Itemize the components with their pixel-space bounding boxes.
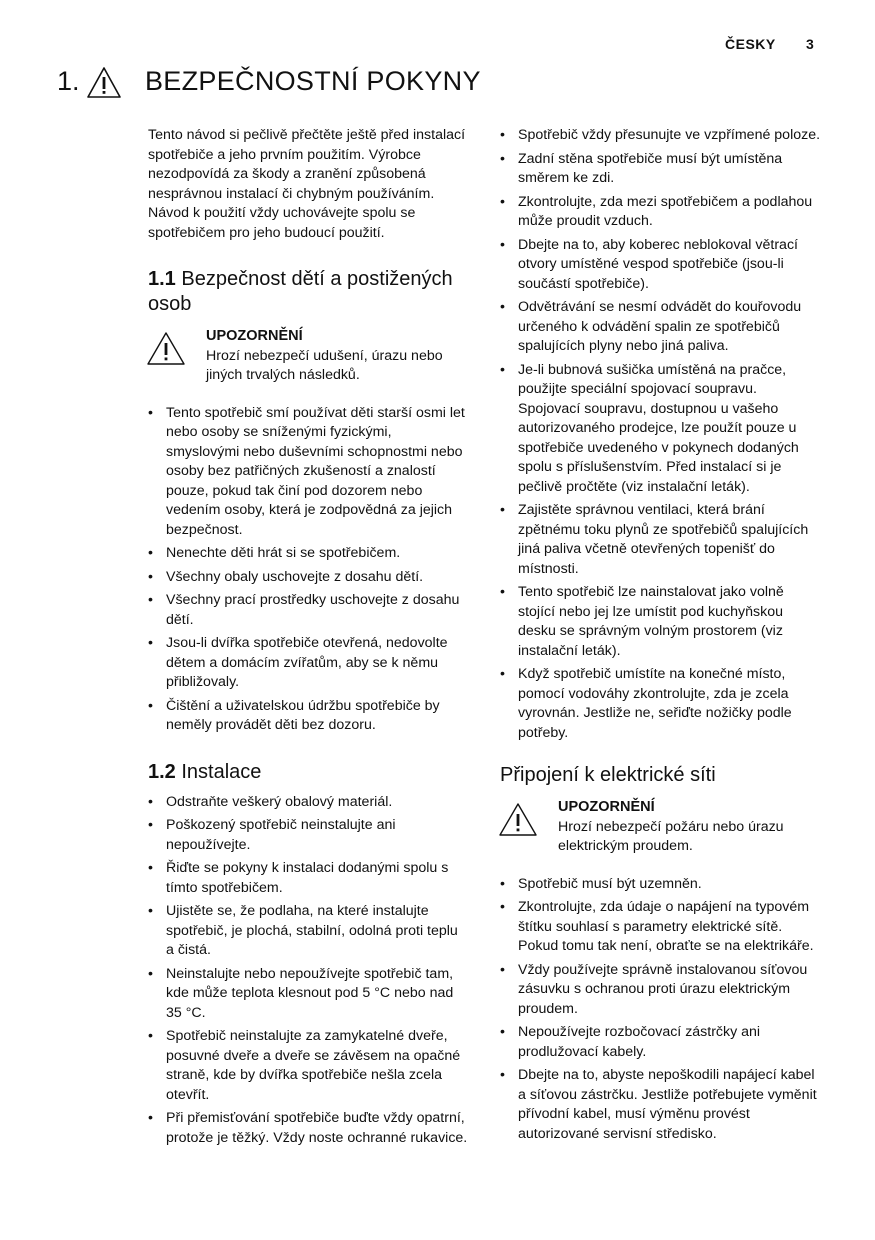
list-item: • Spotřebič vždy přesunujte ve vzpřímené poloze. — [500, 126, 822, 146]
list-item: • Všechny prací prostředky uschovejte z dosahu dětí. — [148, 591, 468, 630]
electrical-list — [500, 875, 822, 1145]
section-1-2-heading — [148, 760, 468, 785]
left-column — [148, 126, 468, 1152]
list-item: • Nenechte děti hrát si se spotřebičem. — [148, 544, 468, 564]
section-1-1-number: 1.1 — [148, 268, 176, 290]
list-item: • Dbejte na to, abyste nepoškodili napájecí kabel a síťovou zástrčku. Jestliže potřebujete vyměnit přívodní kabel, musí výměnu provést autorizované servisní středisko. — [500, 1066, 822, 1144]
installation-list — [148, 793, 468, 1149]
list-item: • Spotřebič musí být uzemněn. — [500, 875, 822, 895]
section-1-1-heading — [148, 267, 468, 317]
electrical-heading: Připojení k elektrické síti — [500, 764, 716, 786]
list-item: • Všechny obaly uschovejte z dosahu dětí. — [148, 568, 468, 588]
list-item: • Když spotřebič umístíte na konečné místo, pomocí vodováhy zkontrolujte, zda je zcela vyrovnán. Jestliže ne, seřiďte nožičky podle potřeby. — [500, 665, 822, 743]
list-item: • Odstraňte veškerý obalový materiál. — [148, 793, 468, 813]
list-item: • Vždy používejte správně instalovanou síťovou zásuvku s ochranou proti úrazu elektrickým proudem. — [500, 961, 822, 1020]
right-column — [500, 126, 822, 1148]
list-item: • Zkontrolujte, zda mezi spotřebičem a podlahou může proudit vzduch. — [500, 193, 822, 232]
list-item: • Zadní stěna spotřebiče musí být umístěna směrem ke zdi. — [500, 150, 822, 189]
warning-box-electrical — [500, 798, 822, 857]
warning-text: Hrozí nebezpečí udušení, úrazu nebo jiných trvalých následků. — [206, 347, 443, 383]
chapter-number: 1. — [57, 66, 80, 96]
warning-title: UPOZORNĚNÍ — [206, 328, 303, 344]
list-item: • Poškozený spotřebič neinstalujte ani nepoužívejte. — [148, 816, 468, 855]
page-number: 3 — [806, 36, 814, 52]
list-item: • Zkontrolujte, zda údaje o napájení na typovém štítku souhlasí s parametry elektrické sítě. Pokud tomu tak není, obraťte se na elektrikáře. — [500, 898, 822, 957]
list-item: • Tento spotřebič lze nainstalovat jako volně stojící nebo jej lze umístit pod kuchyňskou desku se správným volným prostorem (viz instalační leták). — [500, 583, 822, 661]
list-item: • Zajistěte správnou ventilaci, která brání zpětnému toku plynů ze spotřebičů spalujících jiná paliva včetně otevřených topenišť do místnosti. — [500, 501, 822, 579]
list-item: • Tento spotřebič smí používat děti starší osmi let nebo osoby se sníženými fyzickými, smyslovými nebo duševními schopnostmi nebo osoby bez patřičných zkušeností a znalostí pouze, pokud tak činí pod dozorem nebo vedením osoby, která je zodpovědná za jejich bezpečnost. — [148, 404, 468, 541]
list-item: • Řiďte se pokyny k instalaci dodanými spolu s tímto spotřebičem. — [148, 859, 468, 898]
list-item: • Odvětrávání se nesmí odvádět do kouřovodu určeného k odvádění spalin ze spotřebičů spalujících plyny nebo jiná paliva. — [500, 298, 822, 357]
warning-title: UPOZORNĚNÍ — [558, 799, 655, 815]
children-safety-list — [148, 404, 468, 736]
list-item: • Čištění a uživatelskou údržbu spotřebiče by neměly provádět děti bez dozoru. — [148, 697, 468, 736]
warning-text: Hrozí nebezpečí požáru nebo úrazu elektrickým proudem. — [558, 818, 784, 854]
warning-triangle-icon — [86, 66, 122, 100]
section-1-2-title: Instalace — [181, 760, 262, 783]
warning-triangle-icon — [498, 802, 538, 838]
list-item: • Při přemisťování spotřebiče buďte vždy opatrní, protože je těžký. Vždy noste ochranné rukavice. — [148, 1109, 468, 1148]
section-1-2-number: 1.2 — [148, 760, 176, 783]
installation-list-continued — [500, 126, 822, 743]
list-item: • Nepoužívejte rozbočovací zástrčky ani prodlužovací kabely. — [500, 1023, 822, 1062]
chapter-title: BEZPEČNOSTNÍ POKYNY — [145, 66, 481, 96]
intro-paragraph: Tento návod si pečlivě přečtěte ještě před instalací spotřebiče a jeho prvním použitím. Výrobce nezodpovídá za škody a zranění způsobená nesprávnou instalací či chybným používáním. Návod k použití vždy uchovávejte spolu se spotřebičem pro jeho budoucí použití. — [148, 127, 466, 241]
section-1-1-title: Bezpečnost dětí a postižených osob — [148, 268, 453, 315]
warning-box-children — [148, 327, 468, 386]
list-item: • Spotřebič neinstalujte za zamykatelné dveře, posuvné dveře a dveře se závěsem na opačné straně, kde by dvířka spotřebiče nešla zcela otevřít. — [148, 1027, 468, 1105]
list-item: • Je-li bubnová sušička umístěná na pračce, použijte speciální spojovací soupravu. Spojovací soupravu, dostupnou u vašeho autorizovaného prodejce, lze použít pouze u spotřebiče uvedeného v pokynech dodaných spolu s příslušenstvím. Před instalací si je pečlivě pročtěte (viz instalační leták). — [500, 361, 822, 498]
list-item: • Jsou-li dvířka spotřebiče otevřená, nedovolte dětem a domácím zvířatům, aby se k němu přibližovaly. — [148, 634, 468, 693]
list-item: • Ujistěte se, že podlaha, na které instalujte spotřebič, je plochá, stabilní, odolná proti teplu a čistá. — [148, 902, 468, 961]
list-item: • Dbejte na to, aby koberec neblokoval větrací otvory umístěné vespod spotřebiče (jsou-li součástí spotřebiče). — [500, 236, 822, 295]
header-language: ČESKY — [725, 36, 776, 52]
list-item: • Neinstalujte nebo nepoužívejte spotřebič tam, kde může teplota klesnout pod 5 °C nebo nad 35 °C. — [148, 965, 468, 1024]
warning-triangle-icon — [146, 331, 186, 367]
